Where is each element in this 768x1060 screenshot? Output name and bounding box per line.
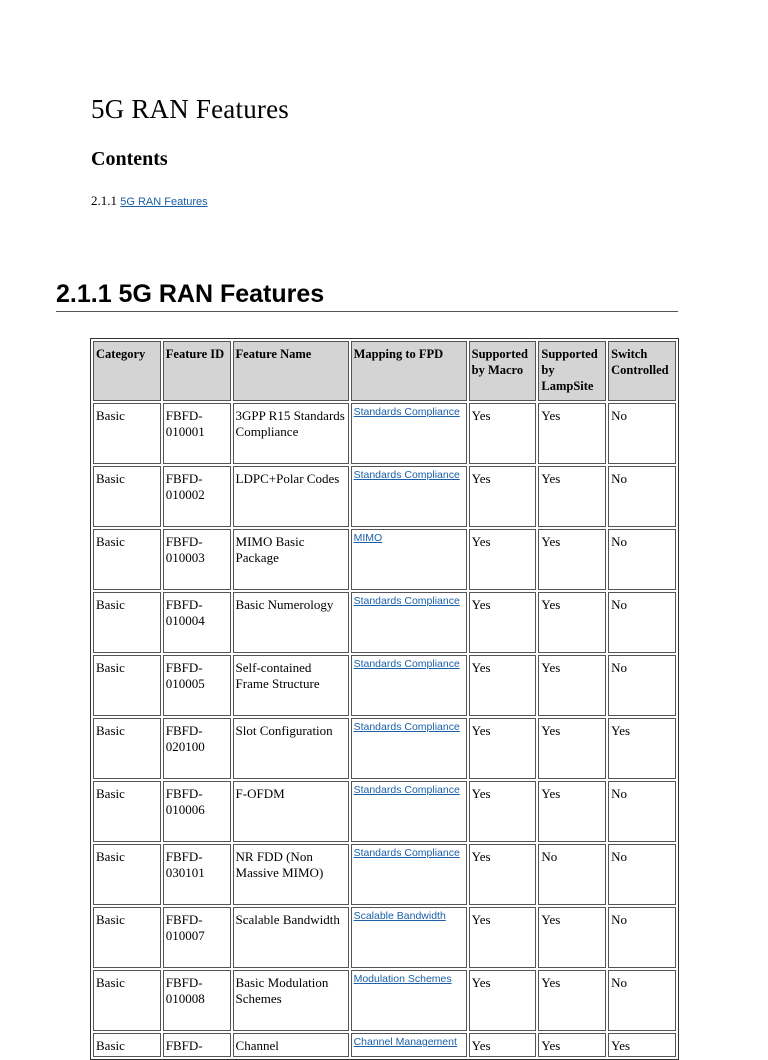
cell-feature-name: F-OFDM <box>233 781 349 842</box>
cell-feature-name: MIMO Basic Package <box>233 529 349 590</box>
column-header-supported-by-macro: Supported by Macro <box>469 341 537 401</box>
cell-supported-by-lampsite: No <box>538 844 606 905</box>
mapping-link[interactable]: Standards Compliance <box>353 469 460 481</box>
cell-mapping <box>351 403 467 464</box>
cell-feature-id: FBFD-020100 <box>163 718 231 779</box>
cell-supported-by-macro: Yes <box>469 781 537 842</box>
cell-supported-by-macro: Yes <box>469 655 537 716</box>
cell-supported-by-lampsite: Yes <box>538 655 606 716</box>
cell-supported-by-macro: Yes <box>469 592 537 653</box>
table-row <box>93 781 676 842</box>
table-row <box>93 592 676 653</box>
mapping-link[interactable]: Standards Compliance <box>353 595 460 607</box>
cell-switch-controlled: No <box>608 403 676 464</box>
cell-switch-controlled: Yes <box>608 1033 676 1057</box>
cell-supported-by-macro: Yes <box>469 529 537 590</box>
cell-feature-name: Basic Numerology <box>233 592 349 653</box>
table-row <box>93 655 676 716</box>
cell-feature-name: 3GPP R15 Standards Compliance <box>233 403 349 464</box>
cell-supported-by-macro: Yes <box>469 403 537 464</box>
cell-feature-id: FBFD-010002 <box>163 466 231 527</box>
cell-feature-name: Slot Configuration <box>233 718 349 779</box>
table-row <box>93 1033 676 1057</box>
cell-feature-id: FBFD-010001 <box>163 403 231 464</box>
table-row <box>93 403 676 464</box>
cell-feature-id: FBFD-010005 <box>163 655 231 716</box>
cell-category: Basic <box>93 592 161 653</box>
cell-category: Basic <box>93 529 161 590</box>
cell-supported-by-lampsite: Yes <box>538 781 606 842</box>
mapping-link[interactable]: Standards Compliance <box>353 847 460 859</box>
mapping-link[interactable]: Standards Compliance <box>353 784 460 796</box>
cell-supported-by-lampsite: Yes <box>538 592 606 653</box>
cell-switch-controlled: No <box>608 781 676 842</box>
feature-table <box>90 338 679 1060</box>
cell-mapping <box>351 466 467 527</box>
cell-supported-by-macro: Yes <box>469 907 537 968</box>
column-header-category: Category <box>93 341 161 401</box>
contents-heading: Contents <box>91 148 168 170</box>
column-header-mapping-to-fpd: Mapping to FPD <box>351 341 467 401</box>
mapping-link[interactable]: Channel Management <box>353 1036 457 1048</box>
cell-feature-id: FBFD-010003 <box>163 529 231 590</box>
cell-feature-name: Basic Modulation Schemes <box>233 970 349 1031</box>
cell-feature-id: FBFD-010004 <box>163 592 231 653</box>
table-row <box>93 466 676 527</box>
cell-feature-name: Scalable Bandwidth <box>233 907 349 968</box>
section-title: 2.1.1 5G RAN Features <box>56 280 325 308</box>
cell-supported-by-lampsite: Yes <box>538 907 606 968</box>
cell-supported-by-lampsite: Yes <box>538 529 606 590</box>
column-header-feature-id: Feature ID <box>163 341 231 401</box>
cell-category: Basic <box>93 466 161 527</box>
table-row <box>93 907 676 968</box>
cell-mapping <box>351 970 467 1031</box>
table-row <box>93 718 676 779</box>
cell-category: Basic <box>93 1033 161 1057</box>
cell-category: Basic <box>93 718 161 779</box>
cell-mapping <box>351 907 467 968</box>
cell-mapping <box>351 1033 467 1057</box>
cell-feature-id: FBFD-010008 <box>163 970 231 1031</box>
cell-switch-controlled: No <box>608 844 676 905</box>
table-header-row <box>93 341 676 401</box>
cell-mapping <box>351 655 467 716</box>
cell-supported-by-macro: Yes <box>469 1033 537 1057</box>
cell-switch-controlled: No <box>608 655 676 716</box>
mapping-link[interactable]: Standards Compliance <box>353 721 460 733</box>
cell-switch-controlled: No <box>608 970 676 1031</box>
cell-switch-controlled: No <box>608 907 676 968</box>
toc-entry <box>91 193 208 209</box>
cell-category: Basic <box>93 907 161 968</box>
cell-mapping <box>351 844 467 905</box>
cell-feature-id: FBFD-030101 <box>163 844 231 905</box>
table-row <box>93 844 676 905</box>
cell-feature-name: Channel <box>233 1033 349 1057</box>
mapping-link[interactable]: Standards Compliance <box>353 406 460 418</box>
cell-supported-by-lampsite: Yes <box>538 718 606 779</box>
column-header-feature-name: Feature Name <box>233 341 349 401</box>
cell-feature-name: Self-contained Frame Structure <box>233 655 349 716</box>
cell-supported-by-macro: Yes <box>469 718 537 779</box>
cell-supported-by-macro: Yes <box>469 844 537 905</box>
toc-entry-number: 2.1.1 <box>91 193 117 208</box>
mapping-link[interactable]: Scalable Bandwidth <box>353 910 446 922</box>
mapping-link[interactable]: MIMO <box>353 532 383 544</box>
cell-switch-controlled: Yes <box>608 718 676 779</box>
column-header-switch-controlled: Switch Controlled <box>608 341 676 401</box>
document-title: 5G RAN Features <box>91 94 289 124</box>
cell-feature-id: FBFD- <box>163 1033 231 1057</box>
cell-feature-id: FBFD-010007 <box>163 907 231 968</box>
toc-entry-link[interactable]: 5G RAN Features <box>120 196 208 208</box>
cell-mapping <box>351 781 467 842</box>
cell-feature-name: LDPC+Polar Codes <box>233 466 349 527</box>
table-row <box>93 529 676 590</box>
cell-supported-by-lampsite: Yes <box>538 1033 606 1057</box>
cell-switch-controlled: No <box>608 592 676 653</box>
cell-supported-by-lampsite: Yes <box>538 466 606 527</box>
cell-switch-controlled: No <box>608 529 676 590</box>
column-header-supported-by-lampsite: Supported by LampSite <box>538 341 606 401</box>
cell-feature-id: FBFD-010006 <box>163 781 231 842</box>
cell-feature-name: NR FDD (Non Massive MIMO) <box>233 844 349 905</box>
cell-supported-by-lampsite: Yes <box>538 403 606 464</box>
cell-supported-by-lampsite: Yes <box>538 970 606 1031</box>
cell-supported-by-macro: Yes <box>469 466 537 527</box>
cell-supported-by-macro: Yes <box>469 970 537 1031</box>
mapping-link[interactable]: Standards Compliance <box>353 658 460 670</box>
cell-category: Basic <box>93 970 161 1031</box>
cell-category: Basic <box>93 655 161 716</box>
cell-mapping <box>351 529 467 590</box>
table-row <box>93 970 676 1031</box>
cell-switch-controlled: No <box>608 466 676 527</box>
cell-mapping <box>351 592 467 653</box>
section-divider <box>56 311 678 312</box>
mapping-link[interactable]: Modulation Schemes <box>353 973 452 985</box>
cell-category: Basic <box>93 403 161 464</box>
cell-mapping <box>351 718 467 779</box>
cell-category: Basic <box>93 844 161 905</box>
cell-category: Basic <box>93 781 161 842</box>
